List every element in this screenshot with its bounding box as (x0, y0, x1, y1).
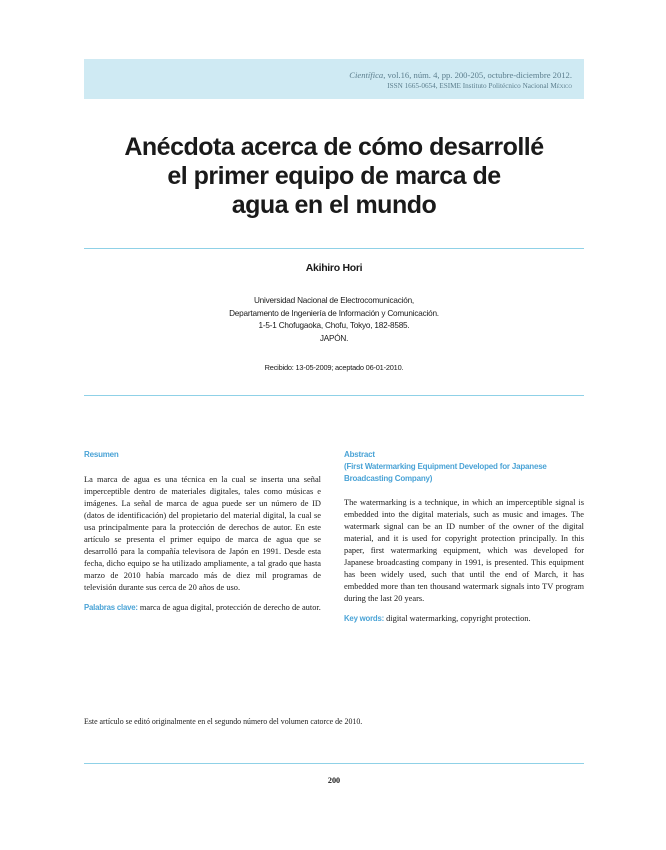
affiliation-line: Departamento de Ingeniería de Información y Comunicación. (229, 308, 439, 318)
received-date: Recibido: 13-05-2009; aceptado 06-01-2010. (264, 363, 404, 372)
abstract-body: The watermarking is a technique, in which an imperceptible signal is embedded into the digital materials, such as music and images. The watermark signal can be an ID number of the owner of the digital material, and it is used for copyright protection principally. In this paper, first watermarking equipment, which was developed for Japanese broadcasting company in 1991, is presented. This equipment has been widely used, such that until the end of March, it has embedded more than ten thousand watermark signals into TV program during the last 20 years. (344, 498, 584, 604)
keywords-text: marca de agua digital, protección de derecho de autor. (137, 603, 321, 613)
page-number: 200 (327, 776, 341, 785)
resumen-keywords (84, 602, 321, 614)
keywords-text: digital watermarking, copyright protection. (384, 614, 531, 624)
affiliation (84, 295, 584, 345)
resumen-column (84, 449, 321, 615)
keywords-label: Palabras clave: (84, 603, 138, 613)
country: México (550, 82, 572, 90)
issn: ISSN 1665-0654, (387, 82, 440, 90)
article-title (84, 133, 584, 220)
affiliation-line: JAPÓN. (319, 333, 349, 343)
citation-details: , vol.16, núm. 4, pp. 200-205, octubre-diciembre 2012. (383, 70, 572, 80)
journal-header-band (84, 59, 584, 99)
institute: Instituto Politécnico Nacional (460, 82, 551, 90)
divider-rule (84, 248, 584, 249)
resumen-body: La marca de agua es una técnica en la cual se inserta una señal imperceptible dentro de materiales digitales, tales como músicas e imágenes. La señal de marca de agua puede ser un número de ID (datos de identificación) del propietario del material digital, la cual se usa principalmente para la protección de derechos de autor. En este artículo se presenta el primer equipo de marca de agua que se desarrolló para la compañía televisora de Japón en 1991. Desde esta fecha, dicho equipo se ha utilizado ampliamente, a tal grado que hasta marzo de 2010 había marcado más de diez mil programas de televisión durante sus cerca de 20 años de uso. (84, 475, 321, 593)
journal-citation (349, 70, 572, 80)
abstract-column (344, 449, 584, 625)
title-line: agua en el mundo (231, 191, 437, 219)
abstract-subheading: (First Watermarking Equipment Developed for Japanese Broadcasting Company) (344, 462, 547, 483)
esime: ESIME (439, 82, 461, 90)
affiliation-line: 1-5-1 Chofugaoka, Chofu, Tokyo, 182-8585. (258, 321, 410, 331)
journal-name: Científica (349, 70, 384, 80)
resumen-heading: Resumen (84, 450, 119, 459)
keywords-label: Key words: (344, 614, 385, 624)
author-name: Akihiro Hori (305, 262, 363, 274)
abstract-keywords (344, 613, 584, 625)
title-line: Anécdota acerca de cómo desarrollé (124, 133, 544, 161)
divider-rule (84, 763, 584, 764)
abstract-heading: Abstract (344, 450, 375, 459)
title-line: el primer equipo de marca de (167, 162, 501, 190)
issn-line (387, 82, 572, 90)
divider-rule (84, 395, 584, 396)
affiliation-line: Universidad Nacional de Electrocomunicación, (253, 296, 415, 305)
footnote: Este artículo se editó originalmente en el segundo número del volumen catorce de 2010. (84, 717, 363, 726)
